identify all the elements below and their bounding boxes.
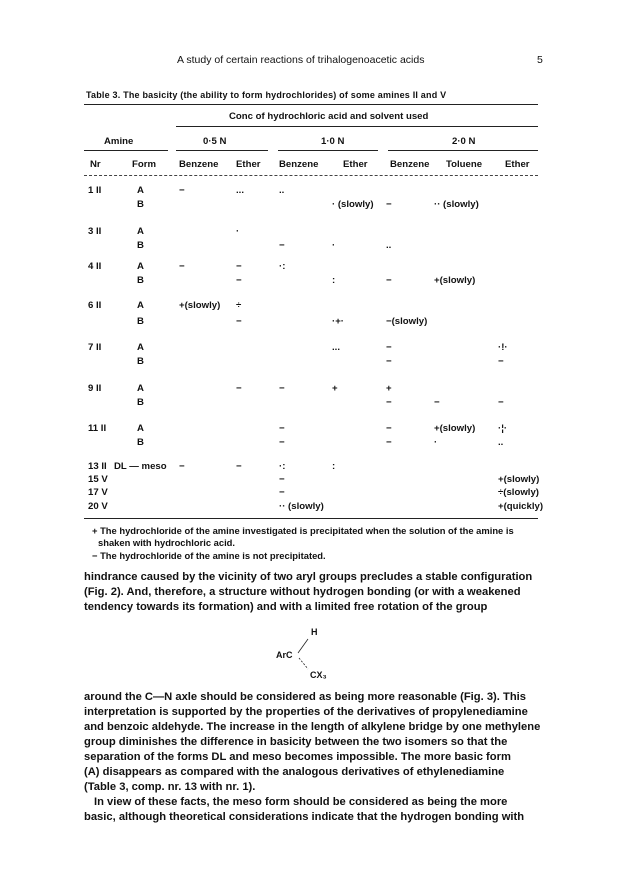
- table-cell: +(slowly): [179, 300, 221, 311]
- table-cell: −: [434, 397, 440, 408]
- table-cell: +(slowly): [434, 423, 476, 434]
- table-cell: ·¦·: [498, 423, 508, 434]
- conc-subrule-2: [388, 150, 538, 151]
- table-cell: −: [236, 383, 242, 394]
- table-cell: −: [179, 185, 185, 196]
- table-cell: −: [386, 356, 392, 367]
- table-cell: −: [279, 437, 285, 448]
- table-cell: +(slowly): [434, 275, 476, 286]
- table-cell: · (slowly): [332, 199, 374, 210]
- conc-subrule-1: [278, 150, 378, 151]
- table-bottom-rule: [84, 518, 538, 519]
- table-cell-form: B: [137, 437, 144, 448]
- footnote-precipitated-text: + The hydrochloride of the amine investigated is precipitated when the solution of the amine is shaken with hydrochloric acid.: [92, 525, 514, 548]
- col-header-toluene-20: Toluene: [446, 159, 483, 170]
- formula-cx: CX₃: [310, 670, 327, 680]
- table-cell: ..: [279, 185, 285, 196]
- table-cell-form: B: [137, 316, 144, 327]
- footnote-not-precipitated: − The hydrochloride of the amine is not precipitated.: [92, 550, 326, 561]
- table-cell: −: [179, 261, 185, 272]
- running-head: A study of certain reactions of trihalogenoacetic acids: [177, 54, 425, 66]
- paragraph-line: hindrance caused by the vicinity of two aryl groups precludes a stable configuration: [84, 571, 533, 583]
- table-cell: −: [279, 383, 285, 394]
- table-cell-form: A: [137, 300, 144, 311]
- table-cell-form: A: [137, 185, 144, 196]
- conc-header-1: 1·0 N: [321, 136, 345, 147]
- table-cell: −: [236, 261, 242, 272]
- col-header-ether-20: Ether: [505, 159, 530, 170]
- table-cell: +: [386, 383, 392, 394]
- table-cell-nr: 1 II: [88, 185, 102, 196]
- table-cell-form: A: [137, 423, 144, 434]
- col-header-ether-10: Ether: [343, 159, 368, 170]
- table-cell: −: [179, 461, 185, 472]
- paragraph-1: [84, 570, 532, 615]
- table-cell: ÷(slowly): [498, 487, 539, 498]
- table-cell: −: [386, 275, 392, 286]
- table-cell-nr: 4 II: [88, 261, 102, 272]
- col-header-ether-05: Ether: [236, 159, 261, 170]
- formula-h: H: [311, 627, 318, 637]
- paragraph-line: basic, although theoretical considerations indicate that the hydrogen bonding with: [84, 811, 525, 823]
- conc-subrule-0: [176, 150, 268, 151]
- paragraph-line: separation of the forms DL and meso becomes impossible. The more basic form: [84, 751, 511, 763]
- table-cell: −: [279, 423, 285, 434]
- paragraph-line: tendency towards its formation) and with a limited free rotation of the group: [84, 601, 488, 613]
- table-cell: −: [386, 437, 392, 448]
- table-cell: ·· (slowly): [434, 199, 479, 210]
- table-cell-form: A: [137, 261, 144, 272]
- table-cell-nr: 20 V: [88, 501, 108, 512]
- table-cell: +(quickly): [498, 501, 544, 512]
- table-cell: ·:: [279, 461, 286, 472]
- table-cell: ÷: [236, 300, 242, 311]
- table-cell-form: B: [137, 275, 144, 286]
- paragraph-line: (Fig. 2). And, therefore, a structure without hydrogen bonding (or with a weakened: [84, 586, 521, 598]
- table-cell-form: B: [137, 397, 144, 408]
- paragraph-line: and benzoic aldehyde. The increase in the length of alkylene bridge by one methylene: [84, 721, 541, 733]
- table-cell: −: [386, 342, 392, 353]
- formula-bond-h: [298, 639, 308, 653]
- table-cell: ..: [386, 240, 392, 251]
- page-number: 5: [537, 54, 543, 66]
- table-cell: −: [236, 316, 242, 327]
- amine-subrule: [84, 150, 168, 151]
- table-cell-form: DL — meso: [114, 461, 167, 472]
- table-cell-nr: 6 II: [88, 300, 102, 311]
- table-cell: −: [386, 423, 392, 434]
- table-cell-form: B: [137, 240, 144, 251]
- table-cell: ..: [498, 437, 504, 448]
- table-cell: −: [236, 461, 242, 472]
- table-cell: −: [386, 397, 392, 408]
- table-cell: ...: [332, 342, 340, 353]
- table-cell-nr: 11 II: [88, 423, 107, 434]
- table-cell-nr: 13 II: [88, 461, 107, 472]
- col-header-benzene-05: Benzene: [179, 159, 219, 170]
- table-cell: −: [386, 199, 392, 210]
- formula-bond-cx: [299, 658, 308, 669]
- col-header-benzene-10: Benzene: [279, 159, 319, 170]
- table-cell: −: [279, 240, 285, 251]
- table-cell: −: [279, 474, 285, 485]
- col-header-form: Form: [132, 159, 156, 170]
- paragraph-2: [84, 690, 540, 825]
- table-cell-nr: 9 II: [88, 383, 102, 394]
- group-header-rule: [176, 126, 538, 127]
- table-cell: −: [498, 356, 504, 367]
- table-cell-form: B: [137, 199, 144, 210]
- table-cell: +(slowly): [498, 474, 540, 485]
- paragraph-line: (A) disappears as compared with the analogous derivatives of ethylenediamine: [84, 766, 505, 778]
- table-cell: −: [236, 275, 242, 286]
- table-cell: :: [332, 275, 336, 286]
- table-cell: ·+·: [332, 316, 344, 327]
- amine-header: Amine: [104, 136, 134, 147]
- table-cell-nr: 17 V: [88, 487, 108, 498]
- table-cell-nr: 15 V: [88, 474, 108, 485]
- paragraph-line: In view of these facts, the meso form should be considered as being the more: [94, 796, 508, 808]
- table-cell: ·:: [279, 261, 286, 272]
- conc-header-2: 2·0 N: [452, 136, 476, 147]
- table-top-rule: [84, 104, 538, 105]
- table-cell: ·: [236, 226, 240, 237]
- table-group-header: Conc of hydrochloric acid and solvent used: [229, 111, 429, 122]
- table-caption: Table 3. The basicity (the ability to form hydrochlorides) of some amines II and V: [86, 90, 447, 100]
- paragraph-line: group diminishes the difference in basicity between the two isomers so that the: [84, 736, 508, 748]
- table-cell: ...: [236, 185, 244, 196]
- table-cell-form: B: [137, 356, 144, 367]
- table-cell-nr: 7 II: [88, 342, 102, 353]
- table-cell: ·: [434, 437, 438, 448]
- table-cell: −: [279, 487, 285, 498]
- conc-header-0: 0·5 N: [203, 136, 227, 147]
- table-cell: :: [332, 461, 336, 472]
- paragraph-line: around the C—N axle should be considered as being more reasonable (Fig. 3). This: [84, 691, 526, 703]
- col-header-nr: Nr: [90, 159, 101, 170]
- table-cell: ·: [332, 240, 336, 251]
- formula-arc: ArC: [276, 650, 293, 660]
- col-header-benzene-20: Benzene: [390, 159, 430, 170]
- header-bottom-rule: [84, 175, 538, 176]
- table-cell: −(slowly): [386, 316, 428, 327]
- table-cell-form: A: [137, 342, 144, 353]
- table-cell-form: A: [137, 226, 144, 237]
- paragraph-line: (Table 3, comp. nr. 13 with nr. 1).: [84, 781, 256, 793]
- footnote-precipitated: [92, 525, 543, 549]
- table-cell: +: [332, 383, 338, 394]
- table-cell: ·!·: [498, 342, 508, 353]
- table-cell-form: A: [137, 383, 144, 394]
- table-cell: −: [498, 397, 504, 408]
- paragraph-line: interpretation is supported by the properties of the derivatives of propylenediamine: [84, 706, 528, 718]
- table-cell: ·· (slowly): [279, 501, 324, 512]
- table-cell-nr: 3 II: [88, 226, 102, 237]
